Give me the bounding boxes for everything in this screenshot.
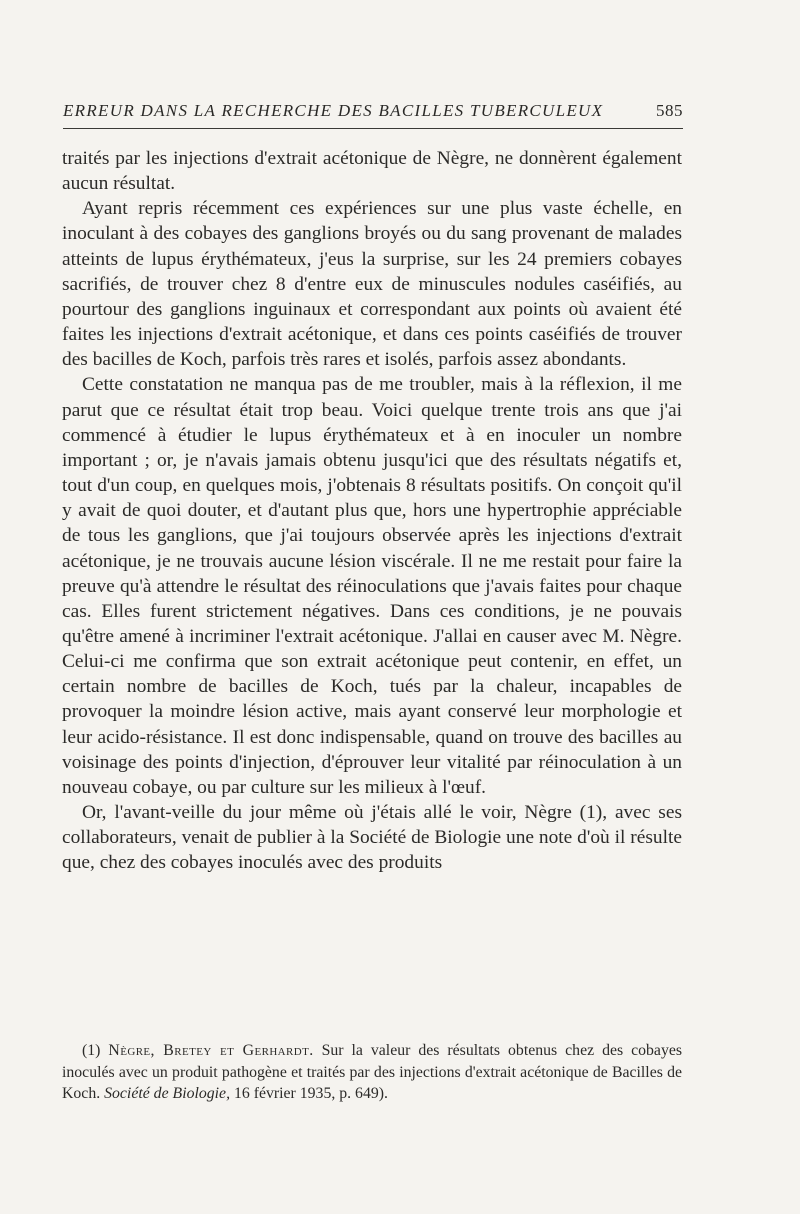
- running-head: [63, 101, 683, 125]
- header-rule: [63, 128, 683, 129]
- body-text: [62, 146, 682, 876]
- footnote: [62, 1040, 682, 1105]
- footnote-date-pages: 16 février 1935, p. 649).: [233, 1085, 388, 1102]
- footnote-text: [62, 1040, 682, 1105]
- page-number: 585: [656, 101, 683, 120]
- paragraph: Ayant repris récemment ces expériences sur une plus vaste échelle, en inoculant à des cobayes des ganglions broyés ou du sang provenant de malades atteints de lupus érythémateux, j'eus la surprise, sur les 24 premiers cobayes sacrifiés, de trouver chez 8 d'entre eux de minuscules nodules caséifiés, au pourtour des ganglions inguinaux et correspondant aux points où avaient été faites les injections d'extrait acétonique, et dans ces points caséifiés de trouver des bacilles de Koch, parfois très rares et isolés, parfois assez abondants.: [62, 198, 682, 371]
- footnote-marker: (1): [82, 1042, 101, 1059]
- footnote-title: Sur la valeur des résultats obtenus chez des cobayes inoculés avec un produit pathogène et traités par des injections d'extrait acétonique de Bacilles de Koch.: [62, 1042, 683, 1102]
- running-title: ERREUR DANS LA RECHERCHE DES BACILLES TUBERCULEUX: [63, 101, 604, 120]
- footnote-journal: Société de Biologie,: [104, 1085, 231, 1102]
- paragraph: Cette constatation ne manqua pas de me troubler, mais à la réflexion, il me parut que ce résultat était trop beau. Voici quelque trente trois ans que j'ai commencé à étudier le lupus érythémateux et à en inoculer un nombre important ; or, je n'avais jamais obtenu jusqu'ici que des résultats négatifs et, tout d'un coup, en quelques mois, j'obtenais 8 résultats positifs. On conçoit qu'il y avait de quoi douter, et d'autant plus que, hors une hypertrophie appréciable de tous les ganglions, que j'ai toujours observée après les injections d'extrait acétonique, je ne trouvais aucune lésion viscérale. Il ne me restait pour faire la preuve qu'à attendre le résultat des réinoculations que j'avais faites pour chaque cas. Elles furent strictement négatives. Dans ces conditions, je ne pouvais qu'être amené à incriminer l'extrait acétonique. J'allai en causer avec M. Nègre. Celui-ci me confirma que son extrait acétonique peut contenir, en effet, un certain nombre de bacilles de Koch, tués par la chaleur, incapables de provoquer la moindre lésion active, mais ayant conservé leur morphologie et leur acido-résistance. Il est donc indispensable, quand on trouve des bacilles au voisinage des points d'injection, d'éprouver leur vitalité par réinoculation à un nouveau cobaye, ou par culture sur les milieux à l'œuf.: [62, 374, 682, 798]
- footnote-authors: Nègre, Bretey et Gerhardt.: [108, 1042, 314, 1059]
- paragraph-continued: traités par les injections d'extrait acétonique de Nègre, ne donnèrent également aucun résultat.: [62, 148, 682, 195]
- paragraph: Or, l'avant-veille du jour même où j'étais allé le voir, Nègre (1), avec ses collaborateurs, venait de publier à la Société de Biologie une note d'où il résulte que, chez des cobayes inoculés avec des produits: [62, 802, 682, 874]
